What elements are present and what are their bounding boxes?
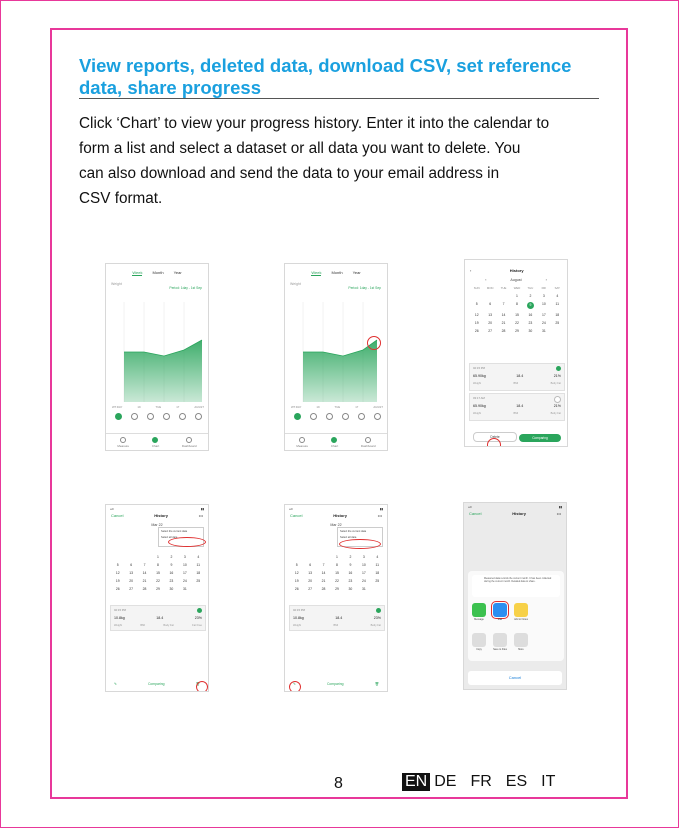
calendar-day[interactable]: 21 [142, 579, 147, 583]
calendar-day[interactable]: 13 [488, 313, 493, 317]
calendar-day[interactable]: 22 [156, 579, 160, 583]
calendar-day[interactable]: 23 [528, 321, 533, 325]
weekday-label: THU [527, 286, 534, 290]
calendar-grid [290, 555, 384, 591]
tab-year[interactable]: Year [173, 270, 182, 275]
calendar-day[interactable]: 20 [129, 579, 134, 583]
calendar-day[interactable]: 5 [475, 302, 478, 306]
water-metric-icon[interactable] [179, 413, 186, 420]
calendar-day[interactable]: 12 [115, 571, 120, 575]
calendar-day[interactable]: 26 [294, 587, 299, 591]
calendar-day[interactable]: 14 [321, 571, 326, 575]
water-metric-icon[interactable] [358, 413, 365, 420]
calendar-day[interactable]: 3 [542, 294, 545, 298]
calendar-day[interactable]: 8 [157, 563, 159, 567]
calendar-day[interactable]: 26 [474, 329, 479, 333]
folder-icon [493, 633, 507, 647]
nav-measure[interactable]: Measure [117, 437, 129, 448]
calendar-day[interactable]: 7 [322, 563, 325, 567]
bottom-nav [106, 433, 208, 450]
copy-icon [472, 633, 486, 647]
weight-metric-icon[interactable] [294, 413, 301, 420]
calendar-day[interactable]: 31 [541, 329, 546, 333]
highlight-circle [367, 336, 381, 350]
calendar-day[interactable]: 10 [182, 563, 187, 567]
weekday-label: TUE [500, 286, 507, 290]
calendar-day[interactable]: 1 [336, 555, 338, 559]
calendar-day[interactable]: 5 [116, 563, 119, 567]
tab-week[interactable]: Week [132, 270, 143, 275]
weight-metric-icon[interactable] [115, 413, 122, 420]
calendar-day[interactable]: 8 [336, 563, 338, 567]
calendar-day[interactable]: 11 [375, 563, 380, 567]
calendar-day[interactable]: 19 [294, 579, 299, 583]
language-selector [402, 773, 555, 791]
highlight-circle [196, 681, 208, 692]
tab-month[interactable]: Month [152, 270, 164, 275]
calendar-day[interactable]: 29 [335, 587, 339, 591]
calendar-day[interactable]: 10 [541, 302, 546, 306]
history-header [106, 513, 208, 518]
calendar-day[interactable]: 30 [528, 329, 533, 333]
tab-week[interactable]: Week [311, 270, 322, 275]
calendar-day[interactable]: 3 [183, 555, 186, 559]
calendar-day[interactable]: 15 [156, 571, 160, 575]
history-header [465, 268, 567, 273]
chart-screenshot-1 [105, 263, 209, 451]
more-icon[interactable]: ••• [377, 513, 382, 518]
bmi-metric-icon[interactable] [310, 413, 317, 420]
comparing-link[interactable]: Comparing [147, 682, 165, 686]
share-mail[interactable]: Mail [493, 603, 507, 621]
share-notes[interactable]: Add to Notes [514, 603, 528, 621]
history-title: History [154, 513, 169, 518]
record-card[interactable]: 02:15 PM 10.8kg 18.4 23% Weight BMI Body Fat [289, 605, 385, 631]
heading-line-2: data, share progress [79, 77, 261, 98]
share-action-row [472, 633, 560, 651]
more-icon[interactable]: ••• [198, 513, 203, 518]
metric-icon-row [110, 413, 206, 420]
weekday-label: WED [513, 286, 521, 290]
calendar-day[interactable]: 16 [348, 571, 353, 575]
lang-fr[interactable]: FR [470, 773, 492, 790]
calendar-day[interactable]: 30 [169, 587, 174, 591]
nav-dashboard[interactable]: Dashboard [361, 437, 376, 448]
body-line: Click ‘Chart’ to view your progress history. Enter it into the calendar to [79, 115, 550, 132]
calendar-day[interactable]: 21 [321, 579, 326, 583]
calendar-day[interactable]: 18 [196, 571, 201, 575]
history-bottom-bar [106, 677, 208, 691]
metric-icon-row [289, 413, 385, 420]
cancel-button[interactable]: Cancel [111, 513, 124, 518]
calendar-day [111, 555, 124, 559]
share-save-files[interactable]: Save to Files [493, 633, 507, 651]
share-copy[interactable]: Copy [472, 633, 486, 651]
calendar-day [303, 555, 316, 559]
share-app-row [472, 603, 560, 621]
calendar-day[interactable]: 23 [169, 579, 174, 583]
highlight-ellipse [339, 539, 381, 549]
nav-measure[interactable]: Measure [296, 437, 308, 448]
calendar-day[interactable]: 25 [555, 321, 560, 325]
status-bar: ••ll ▮▮ [289, 507, 383, 511]
lang-de[interactable]: DE [434, 773, 457, 790]
calendar-day[interactable]: 20 [308, 579, 313, 583]
calendar-day[interactable]: 29 [156, 587, 160, 591]
calendar-day[interactable]: 7 [143, 563, 146, 567]
calendar-day[interactable]: 31 [182, 587, 187, 591]
calendar-day[interactable]: 29 [515, 329, 519, 333]
calendar-day[interactable]: 8 [516, 302, 518, 306]
calendar-day[interactable]: 9 [524, 302, 537, 309]
mail-icon [493, 603, 507, 617]
notes-icon [514, 603, 528, 617]
heading-divider [79, 98, 599, 99]
calendar-day[interactable]: 15 [335, 571, 339, 575]
calendar-day[interactable]: 25 [196, 579, 201, 583]
calendar-day[interactable]: 28 [501, 329, 506, 333]
cancel-link[interactable]: Cancel [469, 511, 482, 516]
delete-screenshot-1 [105, 504, 209, 692]
status-bar: ••ll ▮▮ [110, 507, 204, 511]
calendar-day[interactable]: 11 [555, 302, 560, 306]
share-messages[interactable]: Message [472, 603, 486, 621]
select-current-option[interactable]: Select the current data [161, 530, 188, 533]
weekday-label: SAT [554, 286, 560, 290]
highlight-circle [487, 438, 501, 447]
tab-month[interactable]: Month [331, 270, 343, 275]
status-bar: ••ll ▮▮ [468, 505, 562, 509]
bone-metric-icon[interactable] [195, 413, 202, 420]
bottom-nav [285, 433, 387, 450]
calendar-day [124, 555, 137, 559]
page-number: 8 [334, 775, 343, 792]
highlight-ellipse [168, 537, 206, 547]
calendar-day[interactable]: 19 [115, 579, 120, 583]
calendar-day[interactable]: 4 [197, 555, 200, 559]
record-select-toggle[interactable] [556, 366, 561, 371]
nav-chart[interactable]: Chart [331, 437, 338, 448]
calendar-day[interactable]: 21 [501, 321, 506, 325]
fat-metric-icon[interactable] [147, 413, 154, 420]
calendar-day[interactable]: 4 [376, 555, 379, 559]
calendar-day [371, 587, 384, 591]
calendar-day[interactable]: 4 [556, 294, 559, 298]
calendar-day[interactable]: 23 [348, 579, 353, 583]
month-selector: Mar 22 [151, 523, 163, 527]
weekday-label: MON [486, 286, 494, 290]
select-all-option[interactable]: Select all data [340, 536, 357, 539]
calendar-grid [111, 555, 205, 591]
tab-year[interactable]: Year [352, 270, 361, 275]
x-axis-labels: WT.DAY 19 TUE 17 AUGST [291, 405, 383, 409]
weekday-label: SUN [473, 286, 480, 290]
calendar-day[interactable]: 11 [196, 563, 201, 567]
fat-metric-icon[interactable] [326, 413, 333, 420]
record-select-toggle[interactable] [554, 396, 561, 403]
calendar-day[interactable]: 2 [349, 555, 352, 559]
edit-icon[interactable]: ✎ [114, 682, 117, 686]
calendar-day[interactable]: 6 [489, 302, 492, 306]
heading-line-1: View reports, deleted data, download CSV, set reference [79, 55, 572, 76]
trash-icon[interactable]: 🗑 [195, 682, 200, 686]
calendar-day[interactable]: 2 [170, 555, 173, 559]
muscle-metric-icon[interactable] [342, 413, 349, 420]
calendar-day[interactable]: 27 [308, 587, 313, 591]
prev-month-icon[interactable]: ‹ [485, 278, 487, 282]
calendar-day[interactable]: 10 [361, 563, 366, 567]
trash-icon[interactable]: 🗑 [374, 682, 379, 686]
calendar-day[interactable]: 14 [142, 571, 147, 575]
calendar-day[interactable]: 12 [294, 571, 299, 575]
calendar-day[interactable]: 24 [541, 321, 546, 325]
period-label: Period: 1day - 1st Sep [348, 286, 381, 290]
calendar-day[interactable]: 7 [502, 302, 505, 306]
history-title: History [512, 511, 527, 516]
nav-dashboard[interactable]: Dashboard [182, 437, 197, 448]
comparing-button[interactable]: Comparing [519, 434, 561, 442]
calendar-day[interactable]: 1 [516, 294, 518, 298]
record-card-2[interactable]: 03:17 AM 65.90kg 18.4 21% Weight BMI Body Fat [469, 393, 565, 421]
lang-it[interactable]: IT [541, 773, 556, 790]
calendar-day[interactable]: 27 [488, 329, 493, 333]
calendar-day[interactable]: 2 [529, 294, 532, 298]
calendar-day[interactable]: 22 [335, 579, 339, 583]
calendar-day[interactable]: 28 [142, 587, 147, 591]
calendar-day [138, 555, 151, 559]
calendar-day[interactable]: 6 [130, 563, 133, 567]
calendar-day[interactable]: 18 [555, 313, 560, 317]
share-more[interactable]: More [514, 633, 528, 651]
calendar-day [192, 587, 205, 591]
nav-chart[interactable]: Chart [152, 437, 159, 448]
lang-en[interactable]: EN [402, 773, 430, 791]
month-label: August [510, 278, 522, 282]
period-tabs [285, 270, 387, 276]
calendar-grid [470, 286, 564, 333]
share-screenshot [463, 502, 567, 690]
history-screenshot [464, 259, 568, 447]
muscle-metric-icon[interactable] [163, 413, 170, 420]
record-select-toggle[interactable] [376, 608, 381, 613]
calendar-day[interactable]: 14 [501, 313, 506, 317]
share-message-preview: Measured data records the current month. It has been collected during the current month. Detailed data to share. [472, 575, 560, 597]
delete-button[interactable]: Delete [473, 432, 517, 442]
calendar-day[interactable]: 28 [321, 587, 326, 591]
delete-screenshot-2 [284, 504, 388, 692]
lang-es[interactable]: ES [505, 773, 528, 790]
history-header [464, 511, 566, 516]
comparing-link[interactable]: Comparing [326, 682, 344, 686]
calendar-day[interactable]: 18 [375, 571, 380, 575]
calendar-day[interactable]: 27 [129, 587, 134, 591]
record-card[interactable]: 02:15 PM 10.8kg 18.4 23% Weight BMI Body Fat Fat Free [110, 605, 206, 631]
calendar-day[interactable]: 17 [361, 571, 366, 575]
calendar-day[interactable]: 16 [528, 313, 533, 317]
cancel-button[interactable]: Cancel [290, 513, 303, 518]
calendar-day[interactable]: 13 [308, 571, 313, 575]
weight-label: Weight [290, 282, 301, 286]
calendar-day [497, 294, 510, 298]
calendar-day[interactable]: 17 [182, 571, 187, 575]
record-select-toggle[interactable] [197, 608, 202, 613]
calendar-day[interactable]: 20 [488, 321, 493, 325]
calendar-day[interactable]: 17 [541, 313, 546, 317]
bone-metric-icon[interactable] [374, 413, 381, 420]
select-current-option[interactable]: Select the current data [340, 530, 367, 533]
calendar-day [317, 555, 330, 559]
month-selector [465, 278, 567, 282]
weekday-label: FRI [541, 286, 547, 290]
calendar-day[interactable]: 1 [157, 555, 159, 559]
x-axis-labels: WT.DAY 19 TUE 17 AUGST [112, 405, 204, 409]
calendar-day [290, 555, 303, 559]
body-line: can also download and send the data to your email address in [79, 165, 500, 182]
calendar-day[interactable]: 26 [115, 587, 120, 591]
share-sheet [468, 571, 564, 661]
calendar-day[interactable]: 16 [169, 571, 174, 575]
chart-screenshot-2 [284, 263, 388, 451]
calendar-day[interactable]: 9 [170, 563, 173, 567]
calendar-day [470, 294, 483, 298]
calendar-day[interactable]: 5 [295, 563, 298, 567]
calendar-day[interactable]: 22 [515, 321, 519, 325]
edit-icon[interactable]: ✎ [293, 682, 296, 686]
calendar-day[interactable]: 24 [361, 579, 366, 583]
body-line: form a list and select a dataset or all data you want to delete. You [79, 140, 521, 157]
calendar-day[interactable]: 6 [309, 563, 312, 567]
calendar-day[interactable]: 9 [349, 563, 352, 567]
calendar-day[interactable]: 15 [515, 313, 519, 317]
more-icon [514, 633, 528, 647]
history-title: History [509, 268, 524, 273]
weight-area-chart [110, 292, 206, 404]
highlight-circle [289, 681, 301, 692]
body-line: CSV format. [79, 190, 163, 207]
section-heading [79, 55, 599, 99]
period-label: Period: 1day - 1st Sep [169, 286, 202, 290]
history-title: History [333, 513, 348, 518]
calendar-day[interactable]: 13 [129, 571, 134, 575]
calendar-day[interactable]: 30 [348, 587, 353, 591]
period-tabs [106, 270, 208, 276]
next-month-icon[interactable]: › [545, 278, 547, 282]
bmi-metric-icon[interactable] [131, 413, 138, 420]
more-icon[interactable]: ••• [556, 511, 561, 516]
back-icon[interactable]: ‹ [470, 268, 472, 273]
calendar-day[interactable]: 12 [474, 313, 479, 317]
calendar-day[interactable]: 31 [361, 587, 366, 591]
share-cancel-button[interactable]: Cancel [468, 671, 562, 685]
instructions-paragraph [79, 111, 604, 211]
calendar-day[interactable]: 25 [375, 579, 380, 583]
weight-label: Weight [111, 282, 122, 286]
record-card-1[interactable]: 02:15 PM 65.90kg 18.4 21% Weight BMI Body Fat [469, 363, 565, 391]
calendar-day[interactable]: 3 [362, 555, 365, 559]
messages-icon [472, 603, 486, 617]
calendar-day[interactable]: 24 [182, 579, 187, 583]
calendar-day [551, 329, 564, 333]
calendar-day[interactable]: 19 [474, 321, 479, 325]
calendar-day [483, 294, 496, 298]
month-selector: Mar 22 [330, 523, 342, 527]
select-all-option[interactable]: Select all data [161, 536, 178, 539]
history-header [285, 513, 387, 518]
